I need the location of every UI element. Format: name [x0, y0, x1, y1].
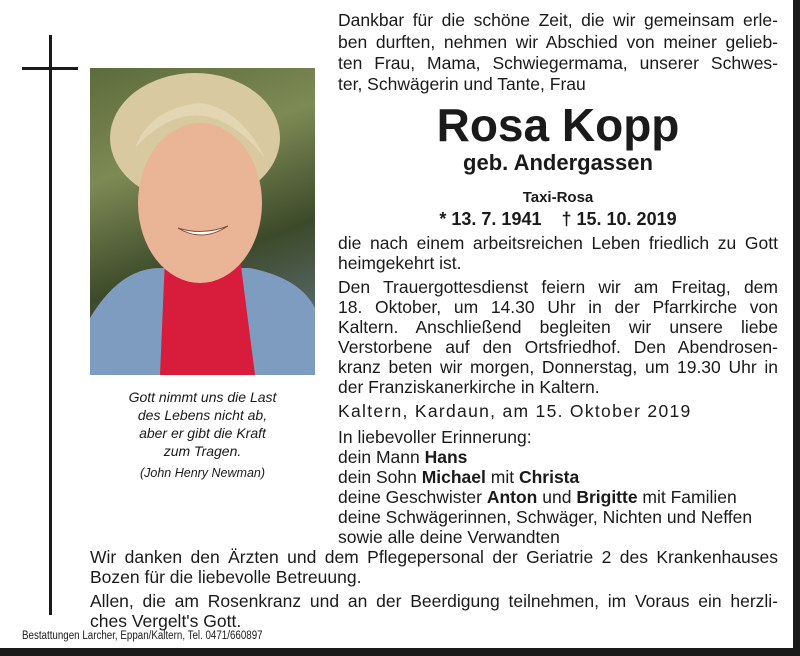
thanks-line: Bozen für die liebevolle Betreuung. [90, 567, 362, 587]
memory-line: sowie alle deine Verwandten [338, 527, 560, 547]
maiden-name: geb. Andergassen [463, 150, 653, 175]
text: dein Sohn [338, 467, 422, 487]
birth-date: * 13. 7. 1941 [439, 209, 542, 229]
body-line: Kaltern. Anschließend begleiten wir unsere liebe [338, 317, 778, 337]
name-brigitte: Brigitte [576, 487, 638, 507]
intro-line: ben durften, nehmen wir Abschied von meiner gelieb- [338, 32, 778, 52]
quote-line: Gott nimmt uns die Last [128, 389, 277, 405]
body-line: kranz beten wir morgen, Donnerstag, um 19.30 Uhr in [338, 357, 778, 377]
body-line: 18. Oktober, um 14.30 Uhr in der Pfarrkirche von [338, 297, 778, 317]
name-christa: Christa [518, 467, 580, 487]
text: deine Geschwister [338, 487, 487, 507]
intro-line: Dankbar für die schöne Zeit, die wir gemeinsam erle- [338, 10, 778, 30]
body-line: Verstorbene auf den Ortsfriedhof. Den Abendrosen- [338, 337, 778, 357]
cross-icon [49, 35, 52, 615]
body-line: Den Trauergottesdienst feiern wir am Freitag, dem [338, 277, 778, 297]
funeral-home-footer: Bestattungen Larcher, Eppan/Kaltern, Tel. 0471/660897 [22, 630, 263, 642]
body-line: heimgekehrt ist. [338, 253, 462, 273]
portrait-photo [90, 68, 315, 375]
intro-line: ter, Schwägerin und Tante, Frau [338, 74, 586, 94]
quote-line: aber er gibt die Kraft [139, 425, 266, 441]
body-line: der Franziskanerkirche in Kaltern. [338, 377, 600, 397]
name-michael: Michael [421, 467, 486, 487]
text: dein Mann [338, 447, 425, 467]
memory-line [338, 467, 778, 487]
text: mit Familien [637, 487, 737, 507]
memory-intro: In liebevoller Erinnerung: [338, 427, 532, 447]
body-line: die nach einem arbeitsreichen Leben friedlich zu Gott [338, 233, 778, 253]
name-hans: Hans [424, 447, 468, 467]
text: und [537, 487, 577, 507]
text: mit [485, 467, 519, 487]
deceased-name: Rosa Kopp [436, 99, 680, 151]
death-date: † 15. 10. 2019 [561, 209, 677, 229]
intro-line: ten Frau, Mama, Schwiegermama, unserer Schwes- [338, 53, 778, 73]
cross-icon-bar [22, 67, 78, 70]
quote-line: zum Tragen. [163, 443, 242, 459]
place-date: Kaltern, Kardaun, am 15. Oktober 2019 [338, 401, 692, 421]
quote-line: des Lebens nicht ab, [137, 407, 268, 423]
memory-line [338, 487, 778, 507]
thanks-line: Wir danken den Ärzten und dem Pflegepersonal der Geriatrie 2 des Krankenhauses [90, 547, 778, 567]
nickname: Taxi-Rosa [522, 189, 594, 206]
memory-line [338, 447, 778, 467]
thanks-line: Allen, die am Rosenkranz und an der Beerdigung teilnehmen, im Voraus ein herzli- [90, 591, 778, 611]
name-anton: Anton [486, 487, 538, 507]
quote-author: (John Henry Newman) [139, 466, 266, 480]
life-dates [338, 209, 778, 229]
memory-line: deine Schwägerinnen, Schwäger, Nichten und Neffen [338, 507, 753, 527]
thanks-line: ches Vergelt's Gott. [90, 611, 242, 631]
